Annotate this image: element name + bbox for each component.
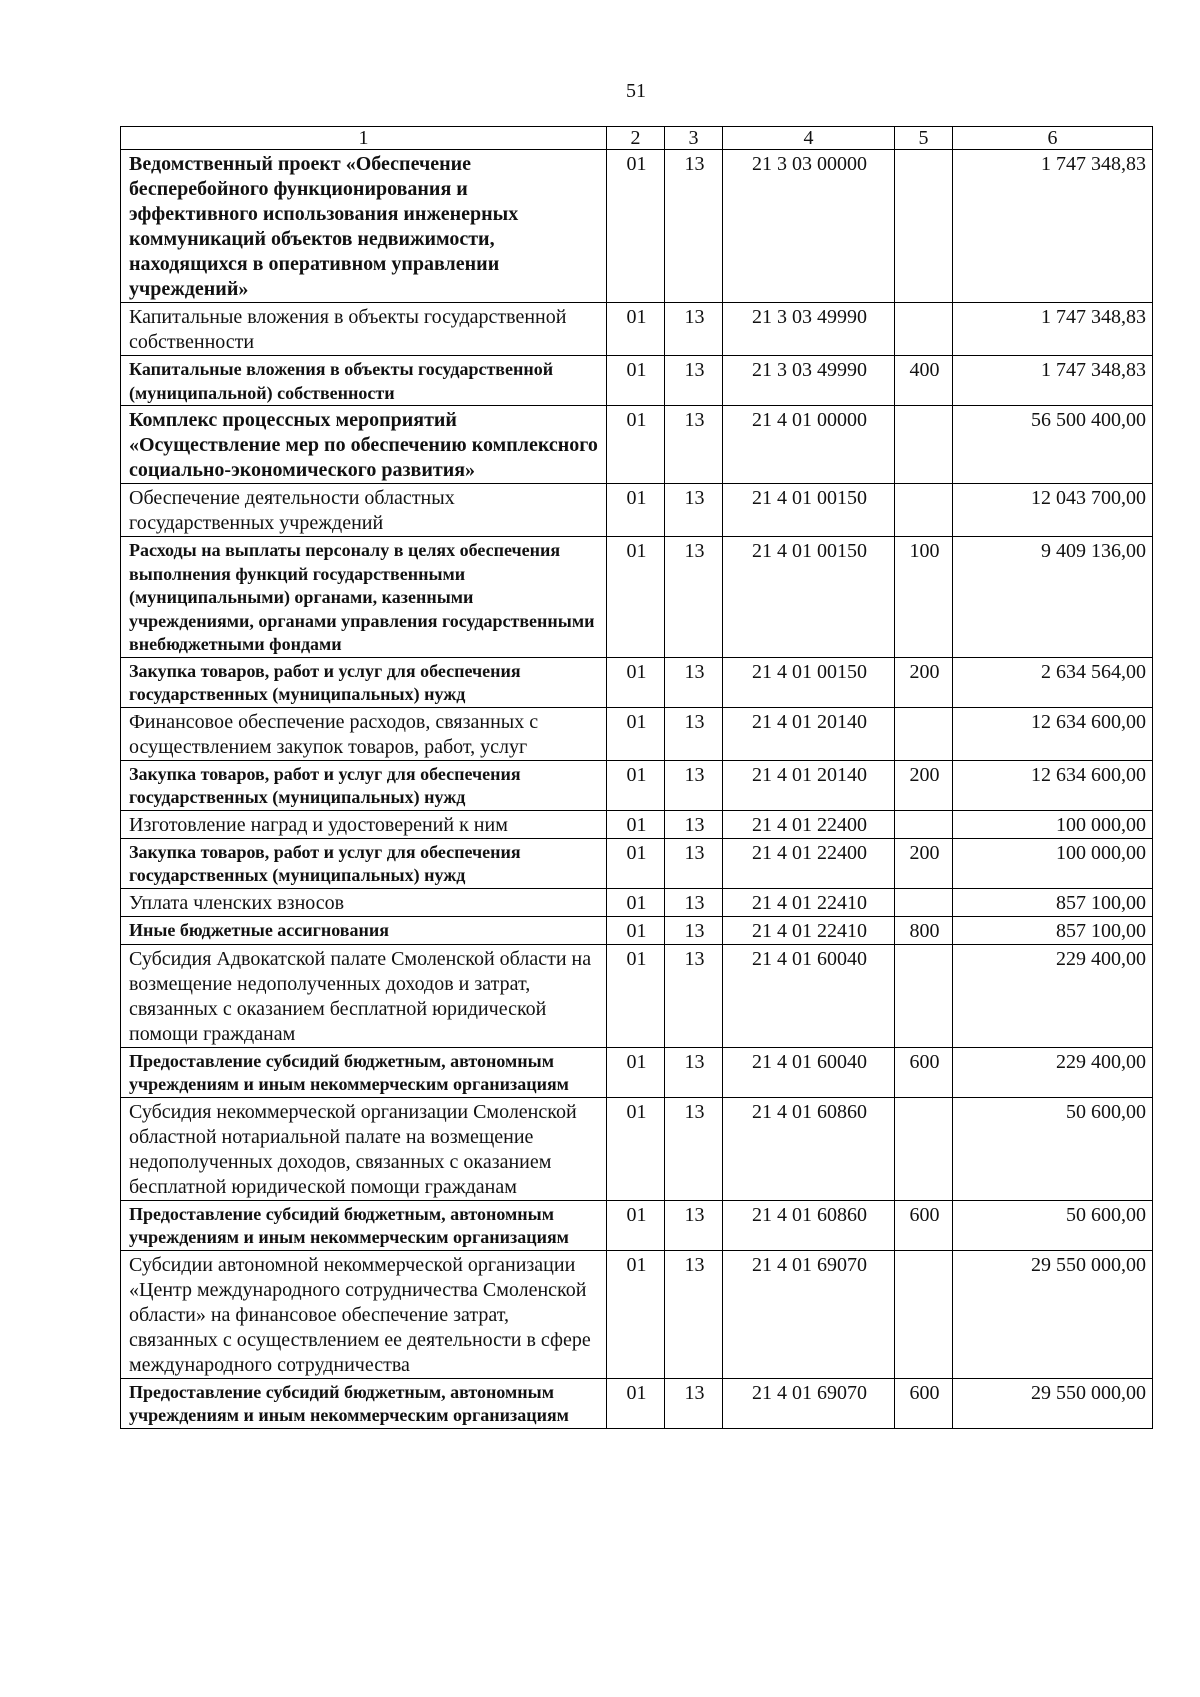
expense-type-code (895, 484, 953, 537)
expense-name: Обеспечение деятельности областных государственных учреждений (121, 484, 607, 537)
expense-name: Предоставление субсидий бюджетным, автономным учреждениям и иным некоммерческим организациям (121, 1047, 607, 1097)
table-row (121, 150, 1153, 303)
target-article-code: 21 4 01 60040 (723, 944, 895, 1047)
target-article-code: 21 4 01 60860 (723, 1200, 895, 1250)
amount: 1 747 348,83 (953, 150, 1153, 303)
table-row (121, 406, 1153, 484)
expense-type-code: 200 (895, 657, 953, 707)
table-row (121, 810, 1153, 838)
section-code: 01 (607, 1378, 665, 1428)
subsection-code: 13 (665, 484, 723, 537)
target-article-code: 21 4 01 00000 (723, 406, 895, 484)
expense-type-code (895, 810, 953, 838)
column-number: 1 (121, 127, 607, 150)
expense-name: Комплекс процессных мероприятий «Осуществление мер по обеспечению комплексного социально-экономического развития» (121, 406, 607, 484)
expense-name: Уплата членских взносов (121, 888, 607, 916)
table-row (121, 537, 1153, 658)
expense-name: Субсидия Адвокатской палате Смоленской области на возмещение недополученных доходов и затрат, связанных с оказанием бесплатной юридической помощи гражданам (121, 944, 607, 1047)
section-code: 01 (607, 944, 665, 1047)
target-article-code: 21 4 01 00150 (723, 537, 895, 658)
table-row (121, 1200, 1153, 1250)
amount: 2 634 564,00 (953, 657, 1153, 707)
section-code: 01 (607, 537, 665, 658)
subsection-code: 13 (665, 760, 723, 810)
section-code: 01 (607, 916, 665, 944)
amount: 857 100,00 (953, 916, 1153, 944)
target-article-code: 21 4 01 60040 (723, 1047, 895, 1097)
column-number: 2 (607, 127, 665, 150)
subsection-code: 13 (665, 944, 723, 1047)
amount: 1 747 348,83 (953, 356, 1153, 406)
expense-type-code (895, 1097, 953, 1200)
table-row (121, 303, 1153, 356)
amount: 56 500 400,00 (953, 406, 1153, 484)
expense-name: Капитальные вложения в объекты государственной собственности (121, 303, 607, 356)
expense-name: Закупка товаров, работ и услуг для обеспечения государственных (муниципальных) нужд (121, 657, 607, 707)
target-article-code: 21 4 01 22400 (723, 810, 895, 838)
subsection-code: 13 (665, 303, 723, 356)
expense-type-code (895, 1250, 953, 1378)
expense-name: Субсидия некоммерческой организации Смоленской областной нотариальной палате на возмещение недополученных доходов, связанных с оказанием бесплатной юридической помощи гражданам (121, 1097, 607, 1200)
subsection-code: 13 (665, 838, 723, 888)
table-row (121, 356, 1153, 406)
column-number: 4 (723, 127, 895, 150)
amount: 1 747 348,83 (953, 303, 1153, 356)
target-article-code: 21 4 01 22410 (723, 916, 895, 944)
expense-type-code: 100 (895, 537, 953, 658)
amount: 100 000,00 (953, 838, 1153, 888)
expense-type-code (895, 944, 953, 1047)
expense-name: Иные бюджетные ассигнования (121, 916, 607, 944)
page-number: 51 (626, 80, 646, 102)
amount: 229 400,00 (953, 944, 1153, 1047)
subsection-code: 13 (665, 916, 723, 944)
expense-name: Капитальные вложения в объекты государственной (муниципальной) собственности (121, 356, 607, 406)
subsection-code: 13 (665, 707, 723, 760)
target-article-code: 21 4 01 22400 (723, 838, 895, 888)
amount: 9 409 136,00 (953, 537, 1153, 658)
budget-table (120, 126, 1153, 1429)
section-code: 01 (607, 760, 665, 810)
amount: 100 000,00 (953, 810, 1153, 838)
expense-name: Закупка товаров, работ и услуг для обеспечения государственных (муниципальных) нужд (121, 760, 607, 810)
expense-name: Предоставление субсидий бюджетным, автономным учреждениям и иным некоммерческим организациям (121, 1200, 607, 1250)
table-row (121, 944, 1153, 1047)
expense-type-code: 600 (895, 1200, 953, 1250)
column-number: 3 (665, 127, 723, 150)
table-row (121, 1047, 1153, 1097)
expense-type-code (895, 150, 953, 303)
table-row (121, 888, 1153, 916)
target-article-code: 21 4 01 00150 (723, 657, 895, 707)
section-code: 01 (607, 150, 665, 303)
target-article-code: 21 4 01 20140 (723, 707, 895, 760)
subsection-code: 13 (665, 1097, 723, 1200)
target-article-code: 21 3 03 49990 (723, 303, 895, 356)
expense-name: Изготовление наград и удостоверений к ним (121, 810, 607, 838)
column-number-row (121, 127, 1153, 150)
section-code: 01 (607, 1200, 665, 1250)
subsection-code: 13 (665, 406, 723, 484)
subsection-code: 13 (665, 1250, 723, 1378)
expense-type-code (895, 707, 953, 760)
section-code: 01 (607, 810, 665, 838)
section-code: 01 (607, 1047, 665, 1097)
section-code: 01 (607, 707, 665, 760)
section-code: 01 (607, 303, 665, 356)
expense-type-code (895, 888, 953, 916)
amount: 857 100,00 (953, 888, 1153, 916)
target-article-code: 21 4 01 20140 (723, 760, 895, 810)
subsection-code: 13 (665, 356, 723, 406)
subsection-code: 13 (665, 1047, 723, 1097)
section-code: 01 (607, 406, 665, 484)
subsection-code: 13 (665, 1378, 723, 1428)
amount: 50 600,00 (953, 1097, 1153, 1200)
amount: 12 634 600,00 (953, 707, 1153, 760)
table-row (121, 484, 1153, 537)
expense-type-code (895, 406, 953, 484)
target-article-code: 21 4 01 60860 (723, 1097, 895, 1200)
expense-type-code: 600 (895, 1378, 953, 1428)
subsection-code: 13 (665, 537, 723, 658)
table-row (121, 1097, 1153, 1200)
expense-type-code: 200 (895, 838, 953, 888)
expense-type-code: 200 (895, 760, 953, 810)
amount: 50 600,00 (953, 1200, 1153, 1250)
column-number: 6 (953, 127, 1153, 150)
expense-name: Предоставление субсидий бюджетным, автономным учреждениям и иным некоммерческим организациям (121, 1378, 607, 1428)
amount: 229 400,00 (953, 1047, 1153, 1097)
expense-type-code: 800 (895, 916, 953, 944)
amount: 29 550 000,00 (953, 1378, 1153, 1428)
subsection-code: 13 (665, 657, 723, 707)
expense-type-code: 400 (895, 356, 953, 406)
amount: 29 550 000,00 (953, 1250, 1153, 1378)
table-row (121, 1378, 1153, 1428)
section-code: 01 (607, 356, 665, 406)
table-row (121, 657, 1153, 707)
subsection-code: 13 (665, 1200, 723, 1250)
section-code: 01 (607, 484, 665, 537)
expense-name: Расходы на выплаты персоналу в целях обеспечения выполнения функций государственными (муниципальными) органами, казенными учреждениями, органами управления государственными внебюджетными фондами (121, 537, 607, 658)
target-article-code: 21 3 03 49990 (723, 356, 895, 406)
expense-type-code: 600 (895, 1047, 953, 1097)
section-code: 01 (607, 838, 665, 888)
subsection-code: 13 (665, 888, 723, 916)
expense-name: Финансовое обеспечение расходов, связанных с осуществлением закупок товаров, работ, услуг (121, 707, 607, 760)
table-row (121, 707, 1153, 760)
expense-type-code (895, 303, 953, 356)
section-code: 01 (607, 1097, 665, 1200)
amount: 12 634 600,00 (953, 760, 1153, 810)
expense-name: Субсидии автономной некоммерческой организации «Центр международного сотрудничества Смоленской области» на финансовое обеспечение затрат, связанных с осуществлением ее деятельности в сфере международного сотрудничества (121, 1250, 607, 1378)
column-number: 5 (895, 127, 953, 150)
target-article-code: 21 3 03 00000 (723, 150, 895, 303)
table-row (121, 760, 1153, 810)
expense-name: Закупка товаров, работ и услуг для обеспечения государственных (муниципальных) нужд (121, 838, 607, 888)
section-code: 01 (607, 1250, 665, 1378)
table-row (121, 838, 1153, 888)
section-code: 01 (607, 657, 665, 707)
target-article-code: 21 4 01 22410 (723, 888, 895, 916)
subsection-code: 13 (665, 810, 723, 838)
subsection-code: 13 (665, 150, 723, 303)
table-row (121, 916, 1153, 944)
table-row (121, 1250, 1153, 1378)
target-article-code: 21 4 01 69070 (723, 1378, 895, 1428)
target-article-code: 21 4 01 69070 (723, 1250, 895, 1378)
amount: 12 043 700,00 (953, 484, 1153, 537)
expense-name: Ведомственный проект «Обеспечение бесперебойного функционирования и эффективного использования инженерных коммуникаций объектов недвижимости, находящихся в оперативном управлении учреждений» (121, 150, 607, 303)
target-article-code: 21 4 01 00150 (723, 484, 895, 537)
section-code: 01 (607, 888, 665, 916)
